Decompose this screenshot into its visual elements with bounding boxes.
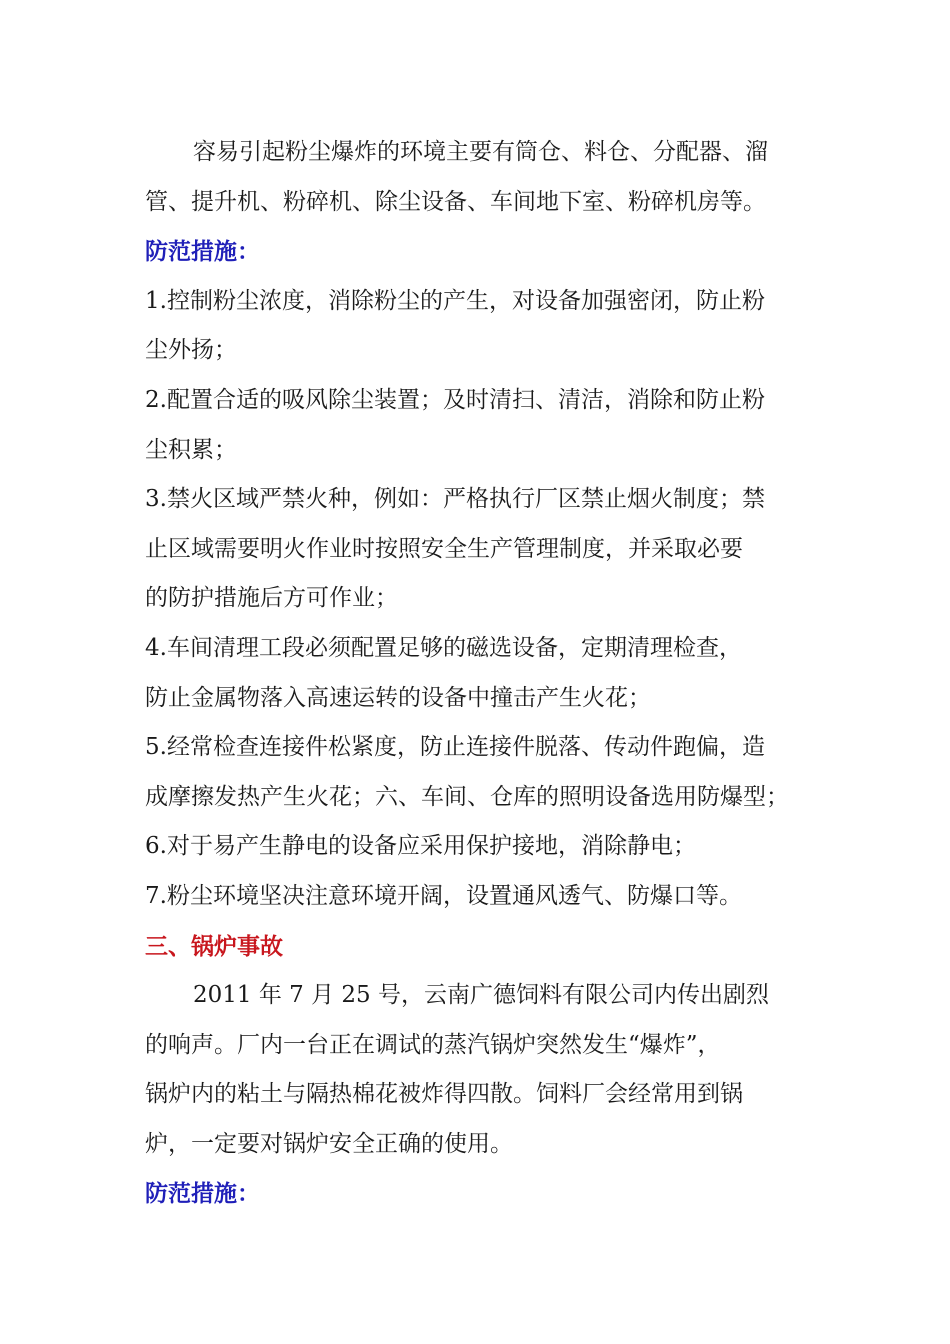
measure-6-line-1: 6.对于易产生静电的设备应采用保护接地，消除静电； (145, 833, 696, 860)
prevention-heading: 防范措施： (145, 238, 260, 266)
boiler-para-line-1: 2011 年 7 月 25 号，云南广德饲料有限公司内传出剧烈 (193, 982, 769, 1009)
intro-line-2: 管、提升机、粉碎机、除尘设备、车间地下室、粉碎机房等。 (145, 188, 766, 215)
measure-1-line-2: 尘外扬； (145, 337, 237, 364)
intro-line-1: 容易引起粉尘爆炸的环境主要有筒仓、料仓、分配器、溜 (193, 139, 768, 165)
document-page (145, 128, 835, 1219)
measure-3-line-3: 的防护措施后方可作业； (145, 585, 398, 612)
boiler-para-line-2: 的响声。厂内一台正在调试的蒸汽锅炉突然发生“爆炸”， (145, 1031, 721, 1058)
measure-4-line-1: 4.车间清理工段必须配置足够的磁选设备，定期清理检查， (145, 634, 742, 661)
measure-2-line-1: 2.配置合适的吸风除尘装置；及时清扫、清洁，消除和防止粉 (145, 386, 765, 413)
boiler-accident-heading: 三、锅炉事故 (145, 932, 283, 960)
boiler-para-line-4: 炉，一定要对锅炉安全正确的使用。 (145, 1130, 513, 1157)
measure-7-line-1: 7.粉尘环境坚决注意环境开阔，设置通风透气、防爆口等。 (145, 882, 742, 909)
measure-3-line-2: 止区域需要明火作业时按照安全生产管理制度，并采取必要 (145, 535, 743, 562)
measure-4-line-2: 防止金属物落入高速运转的设备中撞击产生火花； (145, 684, 651, 711)
prevention-heading-2: 防范措施： (145, 1180, 260, 1208)
measure-1-line-1: 1.控制粉尘浓度，消除粉尘的产生，对设备加强密闭，防止粉 (145, 287, 765, 314)
boiler-para-line-3: 锅炉内的粘土与隔热棉花被炸得四散。饲料厂会经常用到锅 (145, 1081, 743, 1108)
measure-2-line-2: 尘积累； (145, 436, 237, 463)
measure-5-line-2: 成摩擦发热产生火花；六、车间、仓库的照明设备选用防爆型； (145, 783, 789, 810)
measure-5-line-1: 5.经常检查连接件松紧度，防止连接件脱落、传动件跑偏，造 (145, 734, 765, 761)
measure-3-line-1: 3.禁火区域严禁火种，例如：严格执行厂区禁止烟火制度；禁 (145, 486, 765, 513)
